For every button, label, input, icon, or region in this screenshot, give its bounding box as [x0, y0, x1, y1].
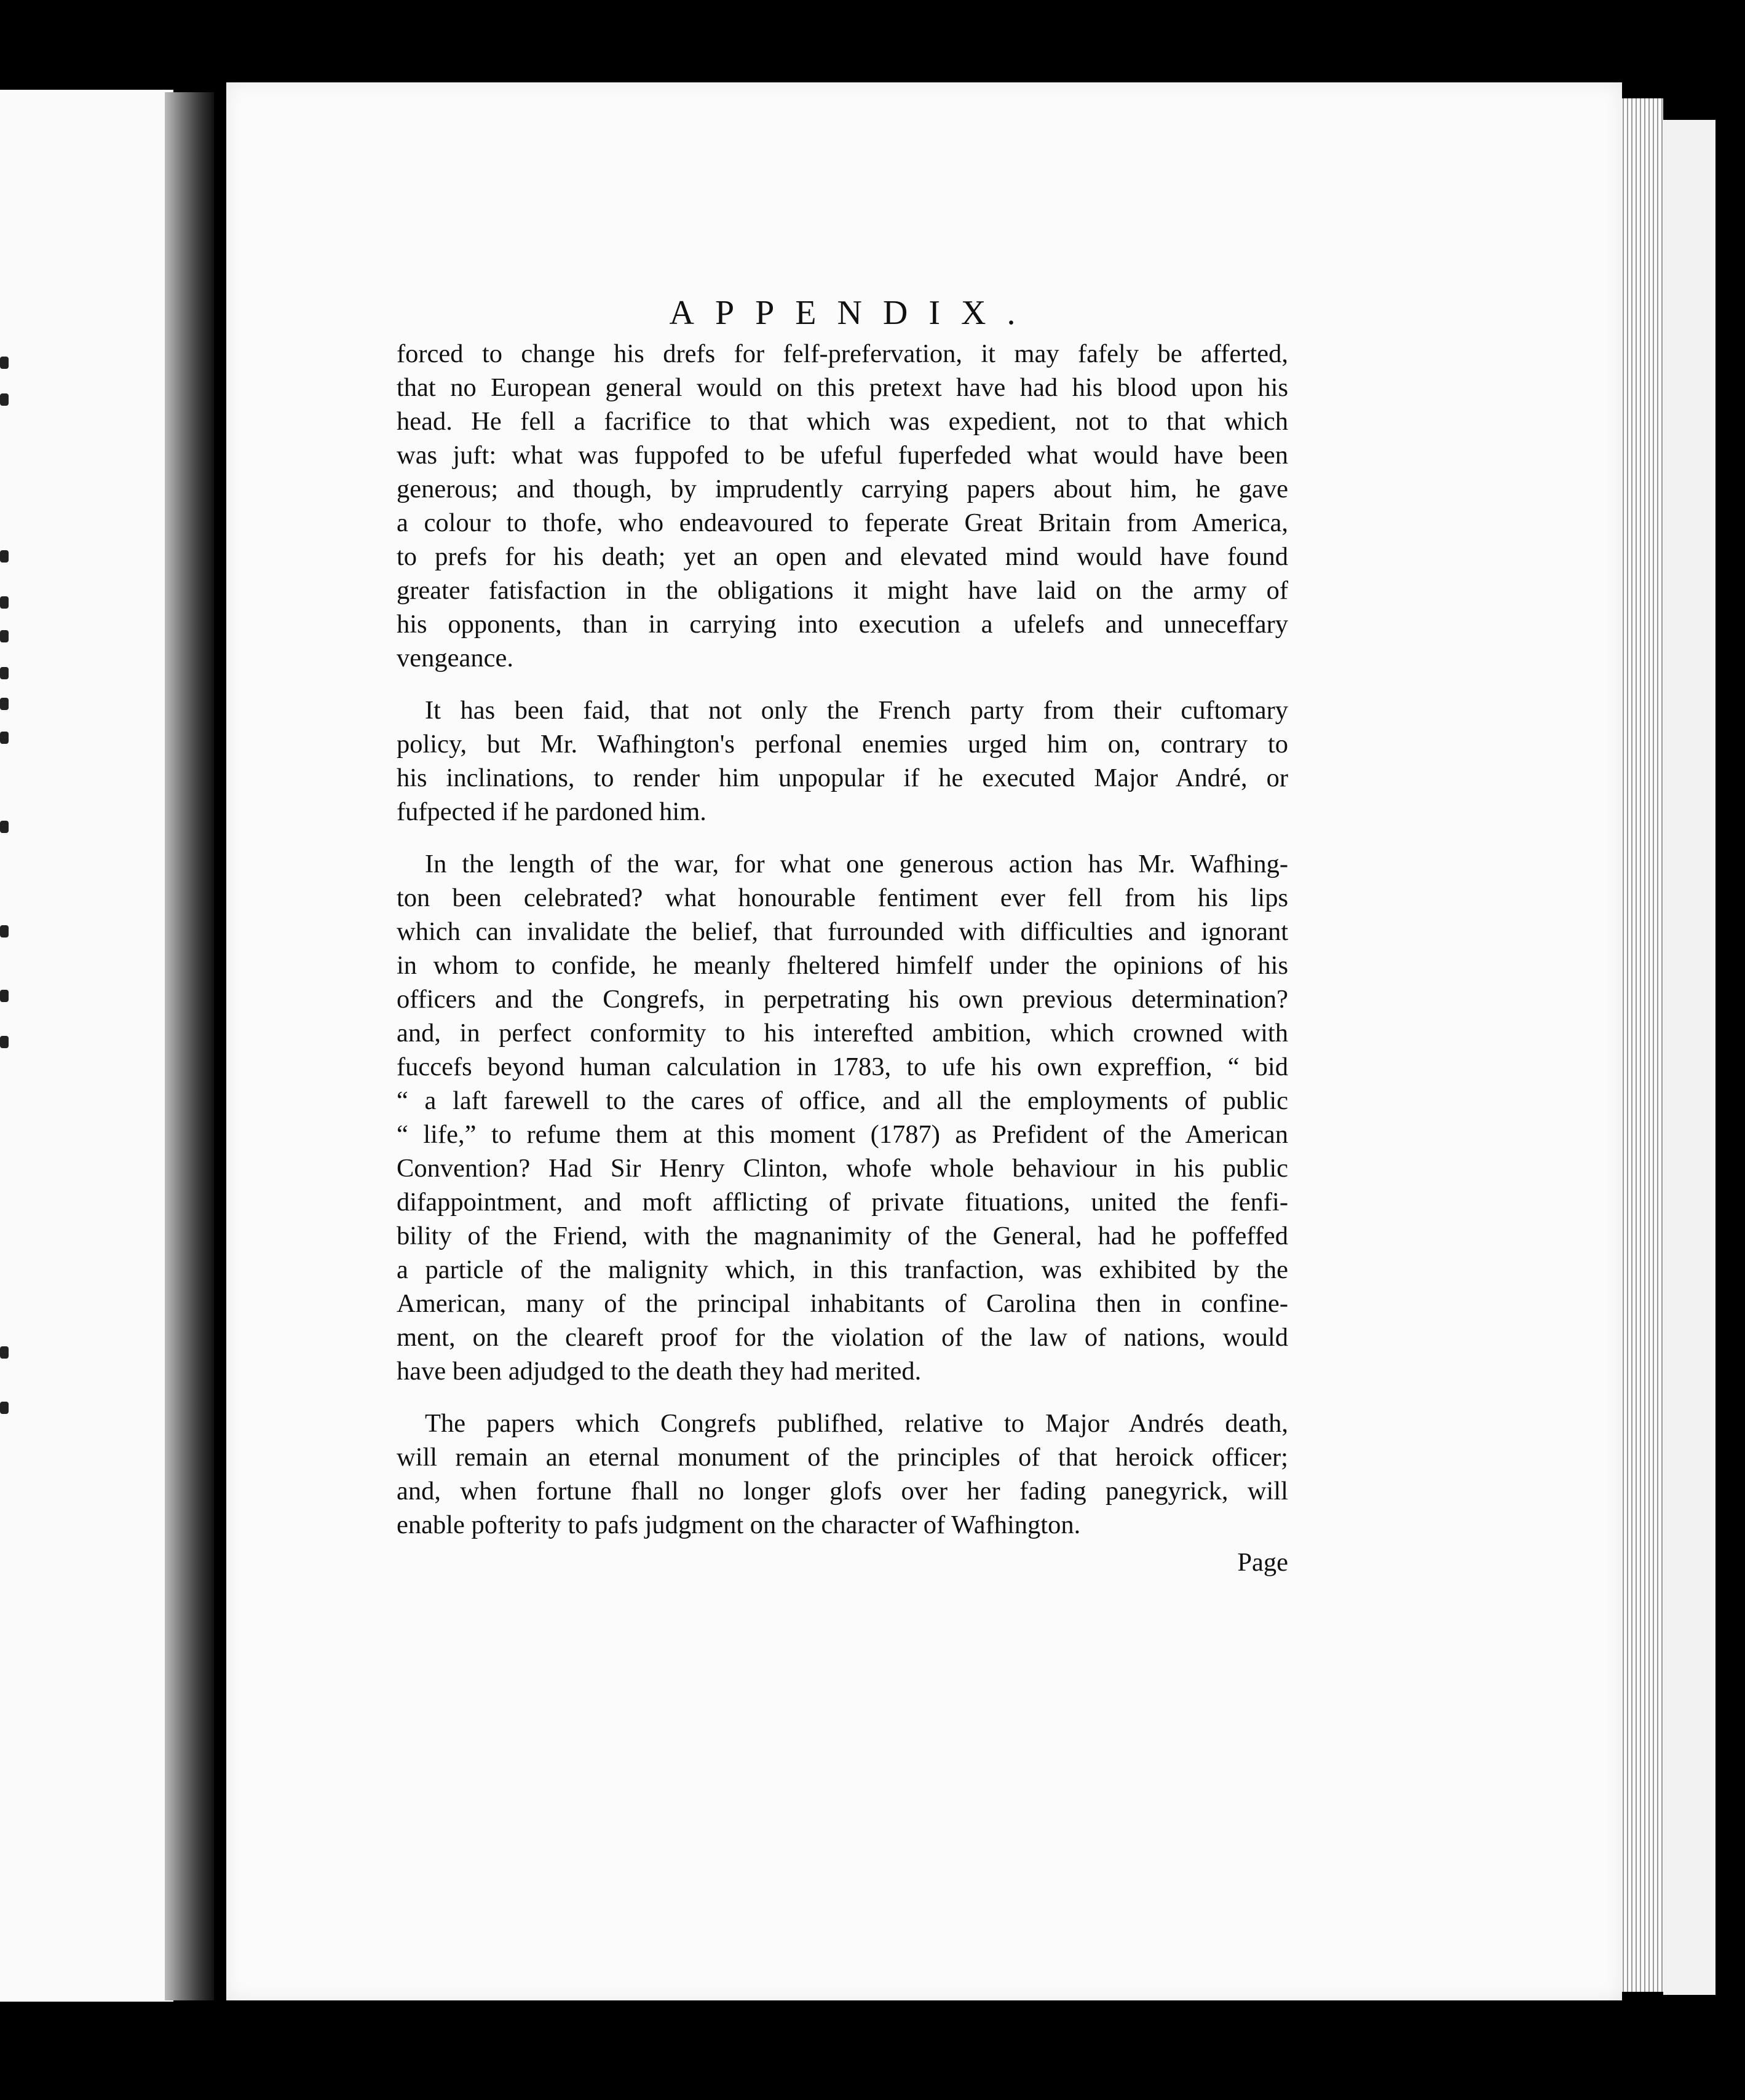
text-line: American, many of the principal inhabitants of Carolina then in confine-: [397, 1289, 1288, 1318]
text-line: to prefs for his death; yet an open and elevated mind would have found: [397, 542, 1288, 571]
text-line: The papers which Congrefs publifhed, relative to Major Andrés death,: [425, 1409, 1288, 1438]
paragraph: [397, 847, 1288, 1388]
paragraph: [397, 337, 1288, 675]
text-line: ment, on the cleareft proof for the violation of the law of nations, would: [397, 1323, 1288, 1352]
text-line: In the length of the war, for what one generous action has Mr. Wafhing-: [425, 850, 1288, 878]
text-line: fufpected if he pardoned him.: [397, 797, 706, 826]
text-line: ton been celebrated? what honourable fentiment ever fell from his lips: [397, 883, 1288, 912]
text-line: “ life,” to refume them at this moment (1787) as Prefident of the American: [397, 1120, 1288, 1149]
text-line: vengeance.: [397, 644, 513, 673]
text-line: greater fatisfaction in the obligations it might have laid on the army of: [397, 576, 1288, 605]
text-line: have been adjudged to the death they had merited.: [397, 1357, 922, 1386]
text-line: fuccefs beyond human calculation in 1783, to ufe his own expreffion, “ bid: [397, 1052, 1288, 1081]
text-line: “ a laft farewell to the cares of office, and all the employments of public: [397, 1086, 1288, 1115]
facing-page-left: [0, 90, 173, 2002]
text-line: a colour to thofe, who endeavoured to feperate Great Britain from America,: [397, 508, 1288, 537]
book-gutter: [165, 92, 214, 2000]
text-line: policy, but Mr. Wafhington's perfonal enemies urged him on, contrary to: [397, 730, 1288, 759]
catchword: Page: [1237, 1548, 1288, 1577]
running-head: APPENDIX.: [669, 294, 1037, 332]
facing-page-text-fragments: [0, 332, 12, 1402]
text-line: and, when fortune fhall no longer glofs over her fading panegyrick, will: [397, 1477, 1288, 1506]
text-line: and, in perfect conformity to his interefted ambition, which crowned with: [397, 1019, 1288, 1048]
text-line: his inclinations, to render him unpopular if he executed Major André, or: [397, 764, 1288, 792]
text-line: was juft: what was fuppofed to be ufeful fuperfeded what would have been: [397, 441, 1288, 470]
text-line: in whom to confide, he meanly fheltered himfelf under the opinions of his: [397, 951, 1288, 980]
text-line: which can invalidate the belief, that furrounded with difficulties and ignorant: [397, 917, 1288, 946]
text-line: that no European general would on this pretext have had his blood upon his: [397, 373, 1288, 402]
text-line: bility of the Friend, with the magnanimity of the General, had he poffeffed: [397, 1222, 1288, 1250]
text-line: It has been faid, that not only the French party from their cuftomary: [425, 696, 1288, 725]
back-board: [1663, 120, 1715, 1995]
text-line: a particle of the malignity which, in this tranfaction, was exhibited by the: [397, 1255, 1288, 1284]
text-line: enable pofterity to pafs judgment on the character of Wafhington.: [397, 1510, 1081, 1539]
paragraph: [397, 693, 1288, 829]
paragraph: [397, 1407, 1288, 1542]
text-line: generous; and though, by imprudently carrying papers about him, he gave: [397, 475, 1288, 503]
text-line: forced to change his drefs for felf-prefervation, it may fafely be afferted,: [397, 339, 1288, 368]
text-line: officers and the Congrefs, in perpetrating his own previous determination?: [397, 985, 1288, 1014]
page-text: [397, 289, 1288, 1579]
text-line: his opponents, than in carrying into execution a ufelefs and unneceffary: [397, 610, 1288, 639]
text-line: difappointment, and moft afflicting of private fituations, united the fenfi-: [397, 1188, 1288, 1217]
text-line: will remain an eternal monument of the principles of that heroick officer;: [397, 1443, 1288, 1472]
text-line: Convention? Had Sir Henry Clinton, whofe whole behaviour in his public: [397, 1154, 1288, 1183]
text-line: head. He fell a facrifice to that which was expedient, not to that which: [397, 407, 1288, 436]
